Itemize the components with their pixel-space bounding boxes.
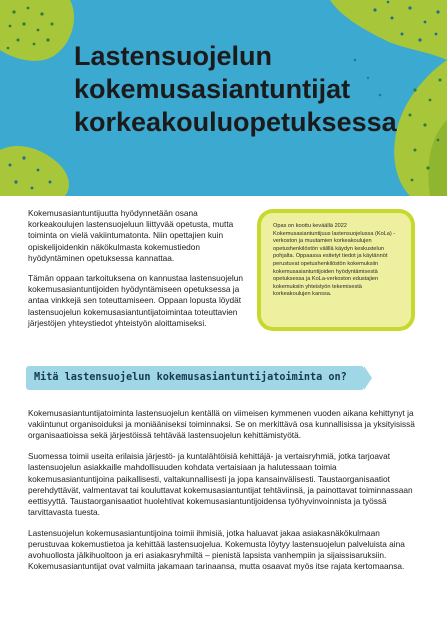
body-paragraph: Suomessa toimii useita erilaisia järjestö- ja kuntalähtöisiä kehittäjä- ja vertaisryhmiä, jotka tarjoavat lastensuojelun asiakkaille mahdollisuuden kohdata vertaisiaan ja halutessaan toimia kokemusasiantuntijoina paikallisesti, valtakunnallisesti ja jopa kansainvälisesti. Taustaorganisaatiot perehdyttävät, valmentavat tai kouluttavat kokemusasiantuntijat tehtäviinsä, ja painottavat toiminnassaan eettisyyttä. Taustaorganisaatiot huolehtivat kokemusasiantuntijoidensa työhyvinvoinnista ja työssä tarvittavasta tuesta. — [28, 451, 413, 518]
body-paragraph: Lastensuojelun kokemusasiantuntijoina toimii ihmisiä, jotka haluavat jakaa asiakasnäkökulmaan perustuvaa kokemustietoa ja kehittää lastensuojelua. Kokemusta löytyy lastensuojelun palveluista aina avohuollosta jälkihuoltoon ja eri asiakasryhmiltä – pienistä lapsista vanhempiin ja sijaissisaruksiin. Kokemusasiantuntijat ovat valmiita jakamaan tarinaansa, mutta osaavat myös itse rajata kertomaansa. — [28, 527, 405, 572]
body-paragraph: Kokemusasiantuntijatoiminta lastensuojelun kentällä on viimeisen kymmenen vuoden aikana kehittynyt ja vakiintunut organisoiduksi ja moniääniseksi toiminnaksi. Se on merkittävä osa kunnallisissa ja yksityisissä organisaatioissa sekä järjestöissä tehtävää lastensuojelun kehittämistyötä. — [28, 408, 415, 441]
info-box-text: Opas on koottu keväällä 2022 Kokemusasiantuntijuus lastensuojelussa (KoLa) -verkoston ja muutamien korkeakoulujen opetushenkilöstön välillä käydyn keskustelun pohjalta. Oppaassa esitetyt tiedot ja käytännöt perustuvat opetushenkilöstön kokemuksiin kokemusasiantuntijoiden hyödyntämisestä opetuksessa ja KoLa-verkoston edustajien kokemuksiin yhteistyön tekemisestä korkeakoulujen kanssa. — [273, 223, 396, 298]
info-box-inner — [261, 213, 411, 327]
title-line-3: korkeakouluopetuksessa — [74, 107, 397, 137]
title-line-1: Lastensuojelun — [74, 41, 273, 71]
header-banner — [0, 0, 447, 196]
section-heading: Mitä lastensuojelun kokemusasiantuntijatoiminta on? — [34, 372, 347, 383]
title-line-2: kokemusasiantuntijat — [74, 74, 351, 104]
page-title — [74, 40, 397, 139]
info-box — [257, 209, 415, 331]
intro-section — [28, 208, 248, 338]
intro-paragraph: Tämän oppaan tarkoituksena on kannustaa lastensuojelun kokemusasiantuntijoiden hyödyntämiseen opetuksessa ja antaa vinkkejä sen toteuttamiseen. Oppaan lopusta löydät lastensuojelun kokemusasiantuntijatoimintaa toteuttavien järjestöjen yhteystiedot yhteistyön aloittamiseksi. — [28, 273, 243, 328]
body-section — [28, 408, 420, 582]
intro-paragraph: Kokemusasiantuntijuutta hyödynnetään osana korkeakoulujen lastensuojeluun liittyvää opetusta, mutta toiminta on vielä vakiintumatonta. Niin opettajien kuin opiskelijoidenkin näkökulmasta kokemustiedon hyödyntäminen opetuksessa kannattaa. — [28, 208, 234, 263]
